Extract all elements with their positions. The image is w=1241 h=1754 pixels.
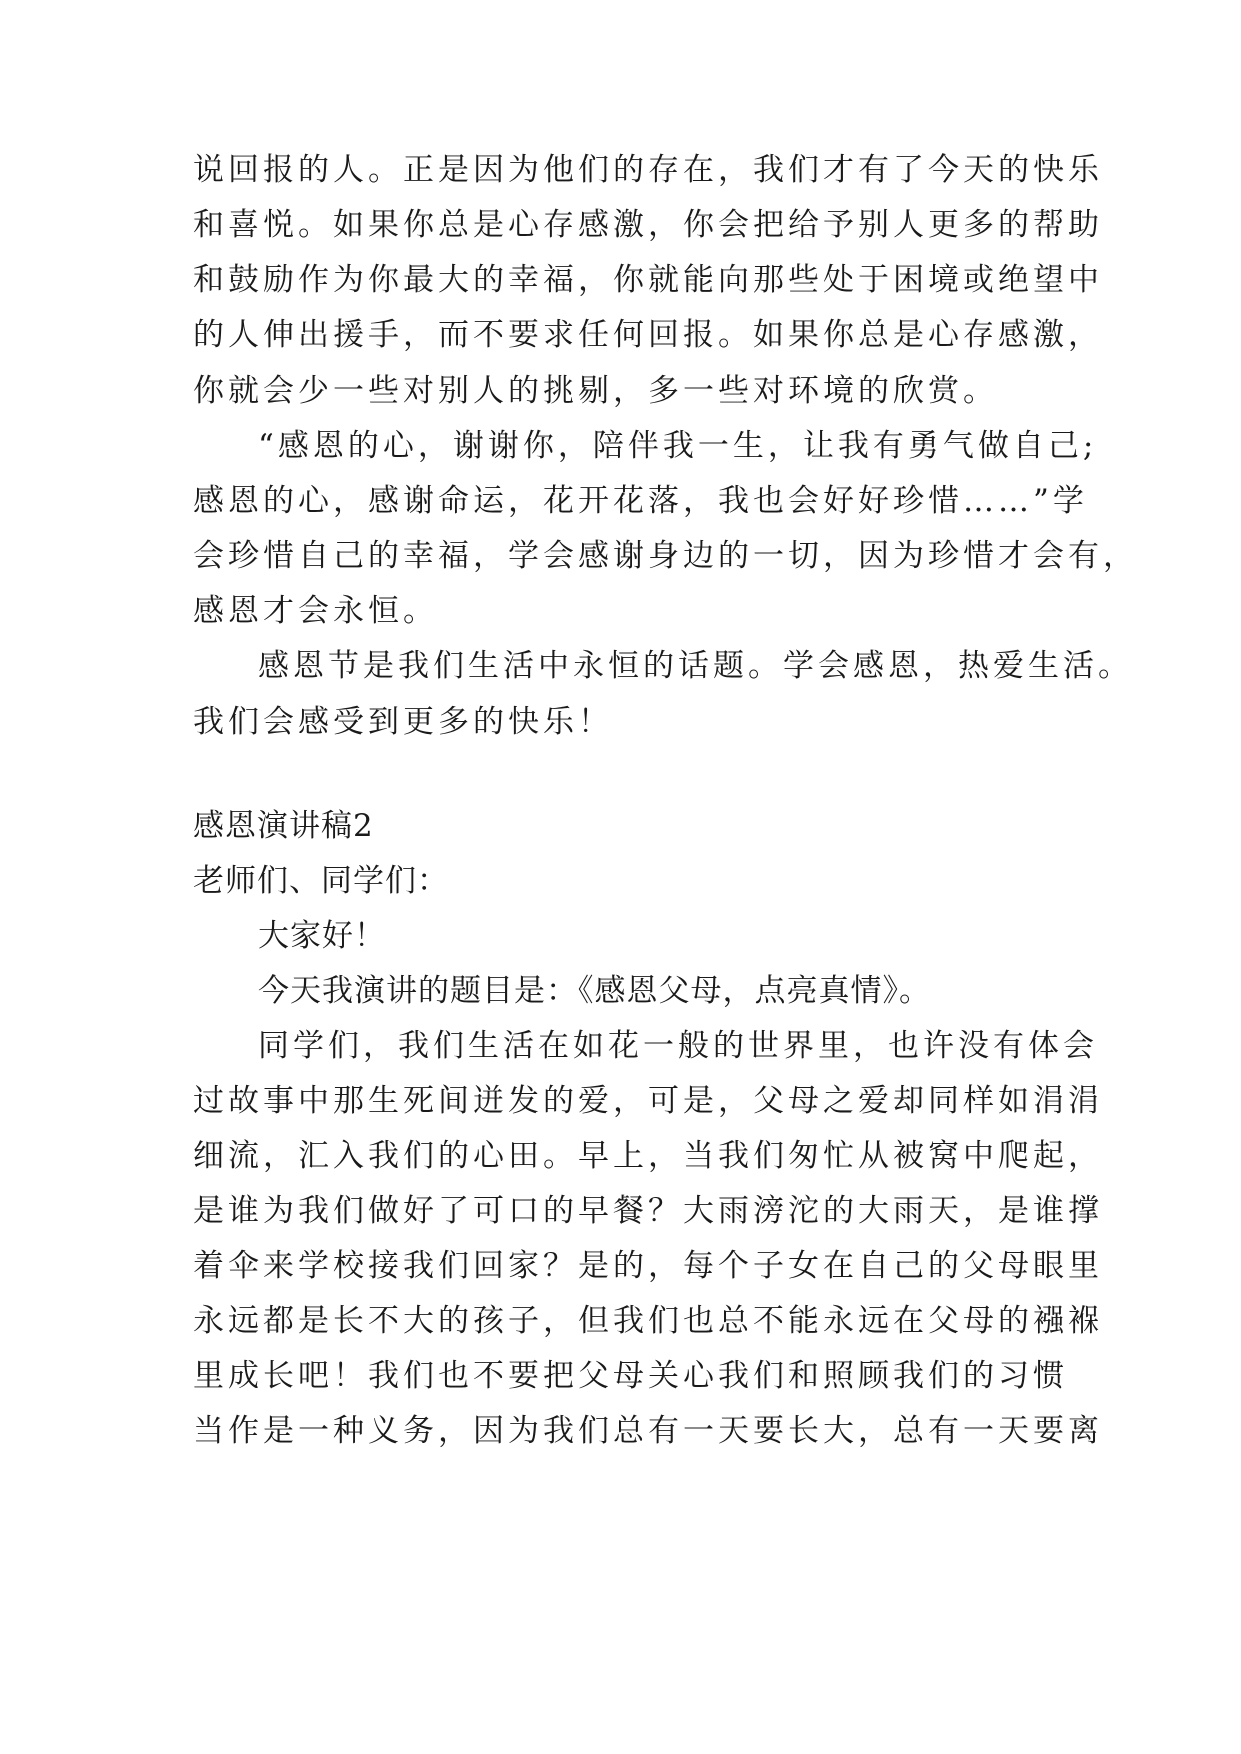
text-line: 和鼓励作为你最大的幸福，你就能向那些处于困境或绝望中 [193, 262, 1103, 298]
text-line: 是谁为我们做好了可口的早餐？大雨滂沱的大雨天，是谁撑 [193, 1193, 1103, 1229]
greeting: 大家好！ [258, 918, 386, 954]
text-line: 会珍惜自己的幸福，学会感谢身边的一切，因为珍惜才会有， [193, 538, 1138, 574]
text-line: 着伞来学校接我们回家？是的，每个子女在自己的父母眼里 [193, 1248, 1103, 1284]
text-line: 里成长吧！我们也不要把父母关心我们和照顾我们的习惯 [193, 1358, 1068, 1394]
text-line: 感恩的心，感谢命运，花开花落，我也会好好珍惜……”学 [193, 483, 1088, 519]
text-line: 的人伸出援手，而不要求任何回报。如果你总是心存感激， [193, 317, 1103, 353]
text-line: 和喜悦。如果你总是心存感激，你会把给予别人更多的帮助 [193, 207, 1103, 243]
salutation: 老师们、同学们： [193, 863, 449, 899]
text-line: 永远都是长不大的孩子，但我们也总不能永远在父母的襁褓 [193, 1303, 1103, 1339]
speech-topic: 今天我演讲的题目是：《感恩父母，点亮真情》。 [258, 973, 931, 1009]
text-line: 感恩节是我们生活中永恒的话题。学会感恩，热爱生活。 [258, 648, 1133, 684]
text-line: 当作是一种义务，因为我们总有一天要长大，总有一天要离 [193, 1413, 1103, 1449]
section-title: 感恩演讲稿2 [193, 808, 374, 844]
text-line: 感恩才会永恒。 [193, 593, 438, 629]
text-line: 说回报的人。正是因为他们的存在，我们才有了今天的快乐 [193, 152, 1103, 188]
text-line: 细流，汇入我们的心田。早上，当我们匆忙从被窝中爬起， [193, 1138, 1103, 1174]
text-line: 同学们，我们生活在如花一般的世界里，也许没有体会 [258, 1028, 1098, 1064]
text-line: 过故事中那生死间迸发的爱，可是，父母之爱却同样如涓涓 [193, 1083, 1103, 1119]
text-line: “感恩的心，谢谢你，陪伴我一生，让我有勇气做自己; [258, 428, 1098, 464]
text-line: 你就会少一些对别人的挑剔，多一些对环境的欣赏。 [193, 373, 998, 409]
text-line: 我们会感受到更多的快乐！ [193, 704, 613, 740]
